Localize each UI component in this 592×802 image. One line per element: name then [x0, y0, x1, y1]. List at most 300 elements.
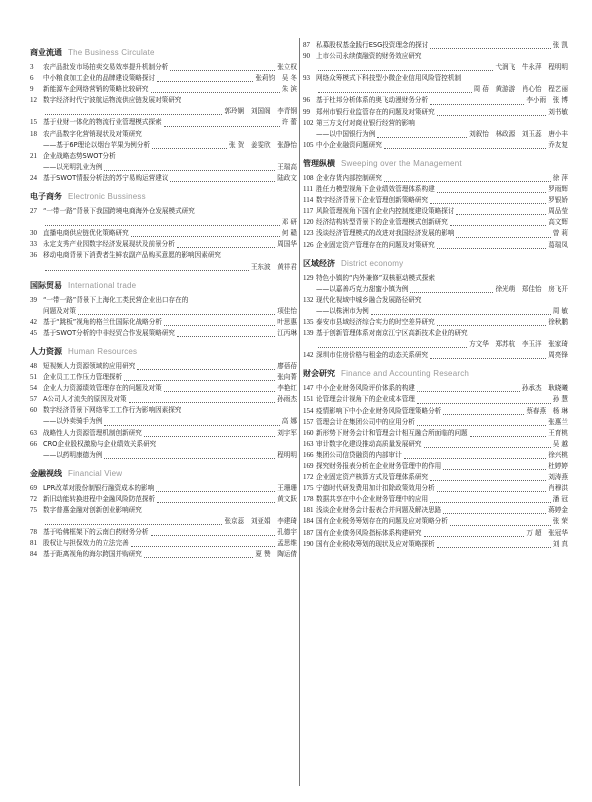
article-title[interactable]: 农产品批发市场拍卖交易效率提升机制分析: [43, 63, 169, 71]
toc-entry-line: [303, 95, 568, 106]
article-title[interactable]: 中小企业融资问题研究: [316, 140, 382, 149]
toc-entry-line: [303, 73, 568, 84]
article-title[interactable]: 基于创新管理体系对南京江宁区高新技术企业的研究: [316, 329, 468, 338]
author-names: 张立权: [277, 63, 297, 71]
leader-dots: [45, 524, 222, 525]
toc-entry[interactable]: [303, 295, 568, 317]
leader-dots: [437, 115, 547, 116]
page-number: 169: [303, 462, 314, 470]
page-number: 166: [303, 450, 314, 459]
toc-entry-line: [303, 118, 568, 129]
article-title[interactable]: 企业存货内部控制研究: [316, 173, 382, 182]
leader-dots: [164, 391, 276, 392]
toc-entry[interactable]: [30, 239, 297, 250]
toc-entry-line: [30, 428, 297, 439]
toc-entry[interactable]: [30, 250, 297, 272]
toc-entry[interactable]: [30, 428, 297, 439]
section-title-en: Electronic Bussiness: [68, 192, 146, 202]
section-title-zh: 管理纵横: [303, 158, 335, 168]
article-title[interactable]: 基于杜邦分析体系的奥飞动漫财务分析: [316, 96, 429, 105]
toc-entry[interactable]: [303, 450, 568, 461]
article-title[interactable]: LPR改革对股份制银行融资成本的影响: [43, 483, 155, 492]
section-heading: [30, 47, 297, 58]
toc-entry[interactable]: [303, 528, 568, 539]
leader-dots: [430, 104, 524, 105]
toc-entry[interactable]: [303, 107, 568, 118]
toc-entry[interactable]: [303, 173, 568, 184]
author-names: 黄文跃: [277, 494, 297, 503]
toc-entry[interactable]: [303, 51, 568, 73]
toc-entry-line: [303, 184, 568, 195]
article-title[interactable]: 企业员工工作压力管理探析: [43, 373, 123, 382]
toc-entry-continuation: [303, 339, 568, 350]
page-number: 187: [303, 528, 314, 537]
article-title[interactable]: 数据共享在中小企业财务管理中的应用: [316, 495, 429, 504]
leader-dots: [170, 70, 275, 71]
author-names: 张莉钧 吴 冬: [255, 74, 297, 83]
toc-entry-line: [303, 539, 568, 550]
toc-entry[interactable]: [303, 73, 568, 95]
author-names: 万 超 张冠华: [526, 528, 568, 537]
article-title[interactable]: 审计数字化建设推动高质量发展研究: [316, 439, 422, 448]
leader-dots: [104, 458, 275, 459]
toc-entry-line: [303, 40, 568, 51]
section-title-zh: 商业流通: [30, 48, 62, 57]
toc-entry[interactable]: [303, 350, 568, 361]
article-title[interactable]: 企业固定资产核算方式及管理体系研究: [316, 473, 429, 482]
toc-entry-line: [30, 505, 297, 516]
article-title[interactable]: 论管理会计视角下的企业成本管理: [316, 395, 415, 404]
toc-entry[interactable]: [30, 483, 297, 494]
article-title[interactable]: 中小企业财务风险评价体系的构建: [316, 384, 415, 393]
column-divider: [299, 38, 300, 786]
right-column: [303, 40, 568, 550]
section-title-zh: 财会研究: [303, 369, 335, 379]
leader-dots: [177, 247, 275, 248]
author-names: 罗银娇: [548, 196, 568, 205]
article-title[interactable]: 数字经济背景下网络零工工作行为影响因素探究: [43, 406, 182, 415]
author-names: 刘涛燕: [548, 473, 568, 482]
toc-entry[interactable]: [30, 439, 297, 461]
leader-dots: [437, 547, 551, 548]
toc-entry[interactable]: [303, 273, 568, 295]
toc-entry[interactable]: [30, 95, 297, 117]
toc-entry[interactable]: [30, 228, 297, 239]
toc-entry[interactable]: [303, 383, 568, 394]
author-names: 郭玲娴 刘国阁 李青钢: [224, 107, 297, 116]
author-names: 徐 萍: [552, 173, 568, 182]
author-names: 许 蕾: [281, 118, 297, 127]
toc-entry-line: [30, 250, 297, 261]
article-title[interactable]: 永定支秀产业园数字经济发展现状及前景分析: [43, 240, 175, 249]
author-names: 张 贺 姜雯欣 张静怡: [228, 140, 297, 149]
leader-dots: [450, 225, 546, 226]
article-subtitle: ——以嘉善巧克力甜蜜小镇为例: [316, 284, 409, 293]
author-names: 邓 研: [281, 218, 297, 227]
page-number: 126: [303, 240, 314, 249]
article-title[interactable]: 探究财务报表分析在企业财务管理中的作用: [316, 462, 442, 470]
page-number: 60: [30, 406, 37, 415]
author-names: 蒋婷金: [548, 506, 568, 515]
toc-entry-line: [30, 239, 297, 250]
author-names: 刘 真: [552, 539, 568, 548]
author-names: 廖蓓蓓: [277, 361, 297, 370]
toc-entry-line: [30, 317, 297, 328]
page-number: 18: [30, 129, 37, 138]
toc-entry[interactable]: [30, 117, 297, 128]
toc-entry-line: [303, 472, 568, 483]
article-title[interactable]: 集团公司信贷融资的内部审计: [316, 450, 402, 459]
toc-entry[interactable]: [30, 383, 297, 394]
leader-dots: [137, 369, 275, 370]
leader-dots: [404, 458, 547, 459]
toc-entry[interactable]: [30, 527, 297, 538]
toc-entry[interactable]: [303, 328, 568, 350]
page-number: 117: [303, 207, 314, 216]
toc-entry-line: [303, 51, 568, 62]
toc-entry[interactable]: [303, 516, 568, 527]
leader-dots: [129, 402, 276, 403]
author-names: 周 敏: [552, 306, 568, 315]
page-number: 57: [30, 395, 37, 404]
toc-entry-line: [30, 549, 297, 560]
article-title[interactable]: 基于“跳板”视角的格兰仕国际化战略分析: [43, 317, 162, 326]
toc-entry[interactable]: [303, 195, 568, 206]
page-number: 157: [303, 417, 314, 426]
leader-dots: [456, 237, 550, 238]
toc-entry-continuation: [30, 106, 297, 117]
toc-entry[interactable]: [30, 129, 297, 151]
article-title[interactable]: 数字经济时代宁波航运物流供应链发展对策研究: [43, 96, 182, 105]
toc-entry[interactable]: [30, 549, 297, 560]
toc-entry[interactable]: [30, 84, 297, 95]
section-heading: [30, 191, 297, 202]
article-title[interactable]: 基于业财一体化的物流行业管理模式探索: [43, 118, 162, 127]
page-number: 139: [303, 329, 314, 338]
leader-dots: [45, 114, 222, 115]
toc-entry-line: [303, 494, 568, 505]
author-names: 孙承杰 耿晓曦: [521, 384, 568, 393]
article-title[interactable]: 网络众筹模式下科技型小微企业信用风险管控机制: [316, 74, 462, 83]
toc-entry[interactable]: [30, 206, 297, 228]
toc-entry-line: [303, 240, 568, 251]
page-number: 163: [303, 439, 314, 448]
toc-entry-line: [30, 129, 297, 140]
page-number: 78: [30, 528, 37, 537]
toc-entry[interactable]: [303, 40, 568, 51]
article-title[interactable]: 胜任力模型视角下企业绩效管理体系构建: [316, 185, 435, 194]
leader-dots: [371, 314, 551, 315]
toc-entry-line: [30, 538, 297, 549]
author-names: 何 赣: [281, 229, 297, 238]
toc-entry-line: [30, 117, 297, 128]
toc-entry[interactable]: [30, 361, 297, 372]
author-names: 肖穆洪: [548, 484, 568, 493]
article-title[interactable]: 战略性人力资源管理机制创新研究: [43, 428, 142, 437]
toc-entry[interactable]: [303, 394, 568, 405]
author-names: 曾 莉: [552, 229, 568, 238]
article-title[interactable]: 中小粮食加工企业的品牌建设策略探讨: [43, 74, 156, 83]
author-names: 张惠兰: [548, 417, 568, 426]
article-title[interactable]: 企业固定资产管理存在的问题及对策研究: [316, 240, 435, 249]
toc-entry[interactable]: [30, 494, 297, 505]
toc-entry-continuation: [30, 262, 297, 273]
article-title[interactable]: 短视频人力资源领域的应用研究: [43, 361, 136, 370]
toc-entry[interactable]: [303, 240, 568, 251]
leader-dots: [157, 502, 275, 503]
toc-entry[interactable]: [30, 295, 297, 317]
toc-entry-line: [303, 516, 568, 527]
page-number: 45: [30, 328, 37, 337]
article-title[interactable]: 私募股权基金践行ESG投资理念的探讨: [316, 41, 429, 49]
toc-entry[interactable]: [303, 406, 568, 417]
leader-dots: [45, 225, 280, 226]
article-subtitle: ——以药明康德为例: [43, 450, 103, 459]
leader-dots: [437, 491, 547, 492]
page-number: 33: [30, 240, 37, 249]
author-names: 高文辉: [548, 218, 568, 227]
toc-entry-continuation: [303, 306, 568, 317]
leader-dots: [437, 248, 547, 249]
leader-dots: [124, 380, 275, 381]
article-title[interactable]: 基于SWOT情报分析法的苏宁易购运营建议: [43, 173, 169, 182]
article-title[interactable]: 经济结构转型背景下的企业管理模式创新研究: [316, 218, 448, 227]
toc-entry[interactable]: [30, 151, 297, 173]
author-names: 叶思惠: [277, 317, 297, 326]
toc-entry[interactable]: [303, 206, 568, 217]
article-title[interactable]: 郑州市银行业监管存在的问题及对策研究: [316, 107, 435, 116]
leader-dots: [443, 469, 546, 470]
author-names: 朱 滨: [281, 85, 297, 94]
page-number: 175: [303, 484, 314, 493]
page-number: 69: [30, 483, 37, 492]
page-number: 151: [303, 395, 314, 404]
leader-dots: [131, 236, 280, 237]
article-title[interactable]: 浅谈经济管理模式的改进对我国经济发展的影响: [316, 229, 455, 238]
article-title[interactable]: 新能源车企网络营销的策略比较研究: [43, 85, 149, 94]
leader-dots: [152, 148, 227, 149]
leader-dots: [318, 347, 467, 348]
toc-entry-line: [303, 428, 568, 439]
article-title[interactable]: CRO企业股权激励与企业绩效关系研究: [43, 439, 157, 448]
article-title[interactable]: 基于哈佛框架下的云南白药财务分析: [43, 528, 149, 537]
toc-entry-line: [30, 383, 297, 394]
toc-entry[interactable]: [303, 228, 568, 239]
author-names: 王珊珊: [277, 483, 297, 492]
toc-entry-line: [303, 317, 568, 328]
page-number: 105: [303, 140, 314, 149]
article-title[interactable]: 数字经济背景下企业管理创新策略研究: [316, 196, 429, 205]
article-title[interactable]: 疫情影响下中小企业财务风险管理策略分析: [316, 406, 442, 415]
leader-dots: [157, 81, 253, 82]
toc-entry-line: [30, 372, 297, 383]
author-names: 孙雨杰: [277, 395, 297, 404]
toc-entry[interactable]: [303, 461, 568, 472]
section-heading: [30, 346, 297, 357]
toc-entry-continuation: [303, 62, 568, 73]
toc-entry-line: [30, 483, 297, 494]
article-title[interactable]: 上市公司永续债融资的财务效应研究: [316, 52, 422, 61]
article-title[interactable]: 泰安市县域经济综合实力的时空差异研究: [316, 317, 435, 326]
article-title[interactable]: 宁德时代研发费用加计扣除政策效用分析: [316, 484, 435, 493]
section-title-en: Sweeping over the Management: [341, 158, 462, 168]
toc-entry[interactable]: [303, 439, 568, 450]
page-number: 96: [303, 96, 310, 105]
author-names: 乔友复: [548, 140, 568, 149]
page-number: 9: [30, 85, 34, 94]
page-number: 142: [303, 351, 314, 360]
toc-entry-line: [30, 228, 297, 239]
toc-entry[interactable]: [30, 73, 297, 84]
toc-entry-line: [303, 217, 568, 228]
leader-dots: [417, 391, 520, 392]
toc-entry-line: [30, 527, 297, 538]
page-number: 75: [30, 506, 37, 514]
toc-entry[interactable]: [303, 472, 568, 483]
leader-dots: [437, 192, 547, 193]
page-number: 99: [303, 107, 310, 116]
article-title[interactable]: 管理会计在集团公司中的应用分析: [316, 417, 415, 426]
toc-entry-line: [303, 417, 568, 428]
author-names: 孔德宇: [277, 528, 297, 537]
author-names: 高 娜: [281, 417, 297, 426]
toc-entry[interactable]: [30, 505, 297, 527]
article-title[interactable]: 农产品数字化营销现状及对策研究: [43, 129, 142, 138]
toc-entry[interactable]: [303, 118, 568, 140]
toc-entry[interactable]: [30, 372, 297, 383]
author-names: 王瑞高: [277, 162, 297, 171]
author-names: 徐秋鹏: [548, 317, 568, 326]
toc-entry[interactable]: [303, 217, 568, 228]
article-title[interactable]: 企业战略态势SWOT分析: [43, 151, 116, 160]
article-title[interactable]: 特色小镇的“内外兼修”双核驱动模式探索: [316, 273, 435, 282]
article-title[interactable]: 风险管理视角下国有企业内控制度建设策略探讨: [316, 207, 455, 216]
section-heading: [303, 158, 568, 169]
article-title[interactable]: A公司人才流失的原因及对策: [43, 395, 127, 404]
article-title[interactable]: 第三方支付对商业银行经营的影响: [316, 118, 415, 127]
author-names: 周亮锋: [548, 351, 568, 360]
article-subtitle: ——以株洲市为例: [316, 306, 369, 315]
page-number: 27: [30, 207, 37, 216]
article-title[interactable]: 现代化视域中城乡融合发展路径研究: [316, 295, 422, 304]
page-number: 81: [30, 539, 37, 548]
article-title[interactable]: “一带一路”背景下上海化工类民营企业出口存在的: [43, 295, 189, 304]
article-title[interactable]: “一带一路”背景下我国跨境电商海外仓发展模式研究: [43, 207, 195, 216]
toc-entry[interactable]: [303, 317, 568, 328]
page-number: 184: [303, 517, 314, 526]
toc-entry[interactable]: [30, 405, 297, 427]
toc-entry-line: [303, 394, 568, 405]
article-subtitle: ——以外卖骑手为例: [43, 417, 103, 426]
article-title[interactable]: 基于SWOT分析的中非经贸合作发展策略研究: [43, 328, 176, 337]
toc-entry[interactable]: [303, 539, 568, 550]
author-names: 弋润飞 牛永萍 程明明: [495, 63, 568, 72]
leader-dots: [430, 502, 551, 503]
toc-entry[interactable]: [30, 538, 297, 549]
article-title[interactable]: 国有企业债务风险指标体系构建研究: [316, 528, 422, 537]
page-number: 15: [30, 118, 37, 127]
leader-dots: [151, 92, 280, 93]
article-title[interactable]: 基于距离视角的海尔跨国并购研究: [43, 550, 142, 559]
author-names: 徐光萌 郑佳怡 房飞开: [495, 284, 568, 293]
author-names: 周国华: [277, 240, 297, 249]
toc-entry[interactable]: [303, 95, 568, 106]
toc-entry[interactable]: [30, 317, 297, 328]
leader-dots: [318, 92, 472, 93]
toc-entry-line: [303, 483, 568, 494]
toc-entry[interactable]: [303, 140, 568, 151]
toc-entry-line: [30, 173, 297, 184]
article-subtitle: 问题及对策: [43, 306, 76, 315]
toc-entry[interactable]: [30, 173, 297, 184]
article-title[interactable]: 深圳市住房价格与租金的动态关系研究: [316, 351, 429, 360]
toc-entry-continuation: [303, 84, 568, 95]
page-number: 129: [303, 273, 314, 282]
toc-entry[interactable]: [30, 394, 297, 405]
toc-entry-line: [30, 62, 297, 73]
leader-dots: [450, 525, 551, 526]
section-title-en: Human Resources: [68, 346, 138, 356]
article-title[interactable]: 国有企业税收筹划的现状及应对策略探析: [316, 539, 435, 548]
article-title[interactable]: 股权让与担保效力的立法完善: [43, 539, 129, 548]
author-names: 刘书敏: [548, 107, 568, 116]
author-names: 徐兴桃: [548, 450, 568, 459]
author-names: 李艳红: [277, 384, 297, 393]
leader-dots: [430, 48, 550, 49]
author-names: 方文华 郑苏杭 李玉洋 张家琦: [469, 340, 568, 349]
leader-dots: [151, 535, 276, 536]
leader-dots: [144, 557, 253, 558]
leader-dots: [443, 513, 546, 514]
leader-dots: [177, 336, 275, 337]
toc-entry[interactable]: [303, 483, 568, 494]
toc-entry-line: [303, 295, 568, 306]
page-number: 6: [30, 74, 34, 83]
leader-dots: [424, 447, 551, 448]
author-names: 王东波 黄祥君: [250, 262, 297, 271]
article-title[interactable]: 新旧动能转换进程中金融风险防范探析: [43, 494, 156, 503]
toc-entry[interactable]: [303, 428, 568, 439]
article-title[interactable]: 新形势下财务会计和管理会计相互融合所面临的问题: [316, 428, 468, 437]
article-title[interactable]: 数字普惠金融对创新创业影响研究: [43, 506, 142, 514]
toc-entry[interactable]: [30, 328, 297, 339]
leader-dots: [430, 358, 546, 359]
leader-dots: [377, 137, 467, 138]
article-subtitle: ——以光明乳业为例: [43, 162, 103, 171]
article-title[interactable]: 直播电商供应链优化策略研究: [43, 229, 129, 238]
page-number: 132: [303, 295, 314, 304]
article-title[interactable]: 浅谈企业财务会计报表合并问题及解决思路: [316, 506, 442, 515]
toc-entry-line: [303, 140, 568, 151]
author-names: 孙 慧: [552, 395, 568, 404]
page-number: 160: [303, 428, 314, 437]
article-subtitle: ——以中国银行为例: [316, 129, 376, 138]
article-title[interactable]: 国有企业税务筹划存在的问题及应对策略分析: [316, 517, 448, 526]
page-number: 84: [30, 550, 37, 559]
page-number: 54: [30, 384, 37, 393]
toc-entry-line: [30, 151, 297, 162]
page-number: 12: [30, 96, 37, 105]
leader-dots: [456, 214, 546, 215]
toc-entry[interactable]: [303, 184, 568, 195]
toc-entry[interactable]: [303, 417, 568, 428]
article-title[interactable]: 移动电商背景下消费者生鲜农副产品购买意愿的影响因素研究: [43, 251, 222, 260]
toc-entry[interactable]: [30, 62, 297, 73]
toc-entry[interactable]: [303, 505, 568, 516]
article-title[interactable]: 企业人力资源绩效管理存在的问题及对策: [43, 384, 162, 393]
toc-entry[interactable]: [303, 494, 568, 505]
author-names: 夏 赞 陶运倩: [255, 550, 297, 559]
